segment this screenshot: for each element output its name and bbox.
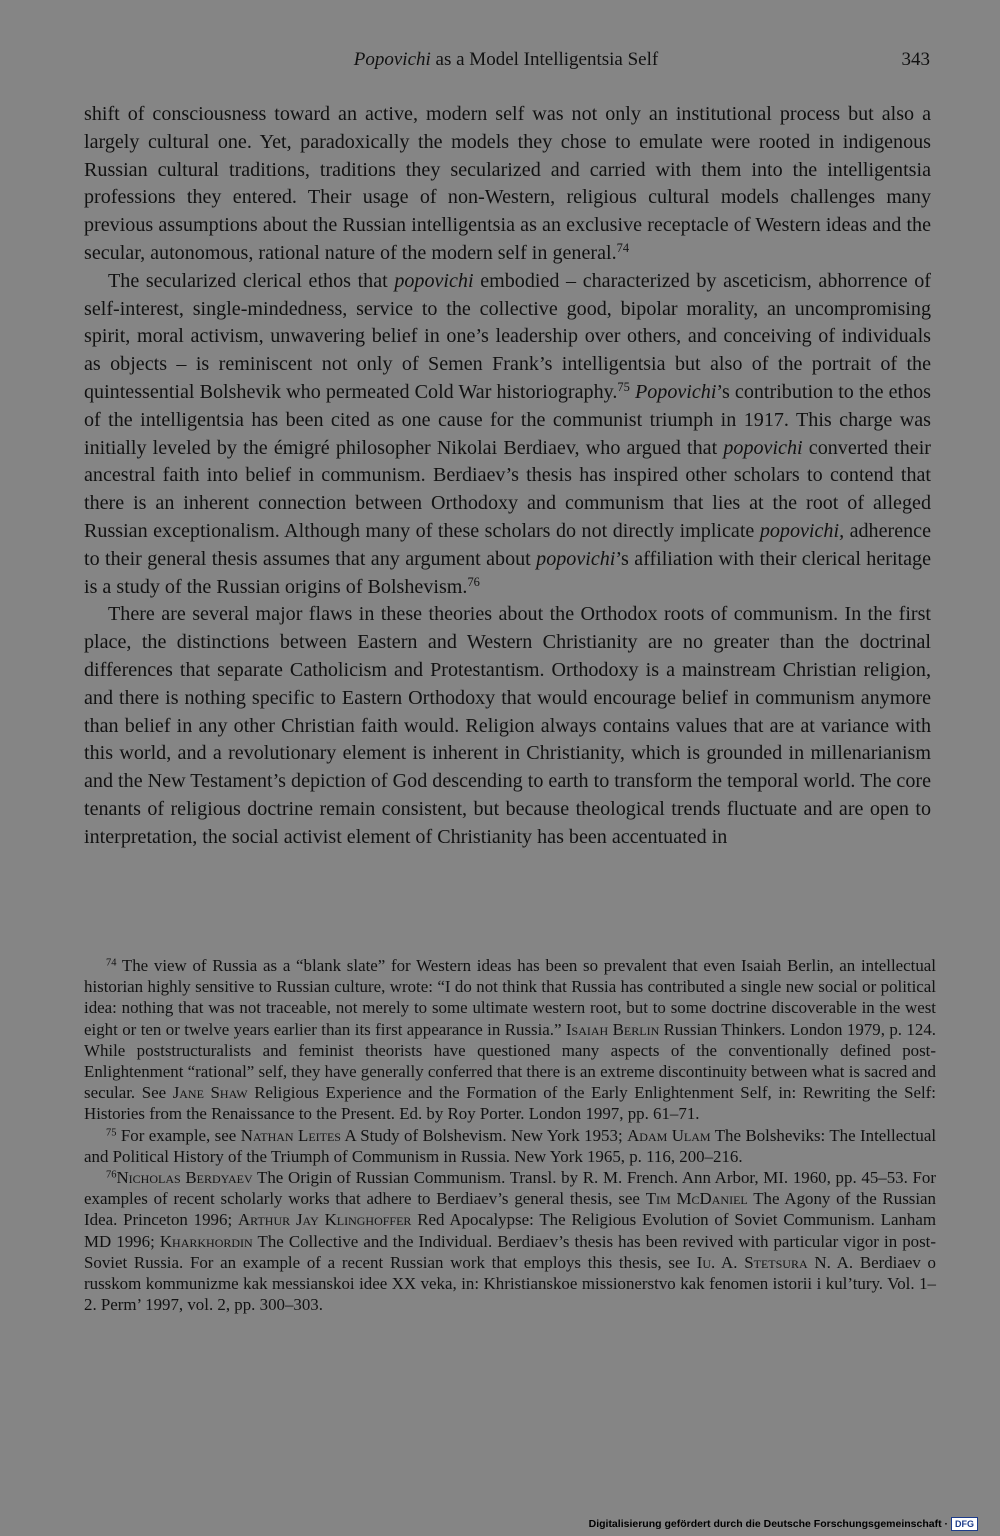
footnote-76-text-l: Berdiaev o russkom kommunizme kak messianskoi idee XX veka, in: Khristianskoe missionerstvo kak fenomen istorii i kul’tury. Vol. 1–2. Perm’ 1997, vol. 2, pp. 300–303.	[84, 1252, 936, 1315]
paragraph-2-text-a: The secularized clerical ethos that	[108, 269, 395, 292]
paragraph-2-text-c: embodied – characterized by asceticism, abhorrence of self-interest, single-mindedness, service to the collective good, bipolar morality, an uncompromising spirit, moral activism, unwavering belief in one’s leadership over others, and conceiving of individuals as objects – is reminiscent not only of Semen Frank’s intelligentsia but also of the portrait of the quintessential Bolshevik who permeated Cold War historiography.	[84, 269, 931, 403]
digitization-credit	[589, 1517, 978, 1531]
footnote-74-author-shaw: Jane Shaw	[172, 1083, 248, 1103]
footnote-75-author-leites: Nathan Leites	[240, 1125, 341, 1145]
footnote-76-author-stetsura: Iu. A. Stetsura	[696, 1252, 808, 1272]
footnote-74-text-e: Religious Experience and the Formation of the Early Enlightenment Self, in: Rewriting the Self: Histories from the Renaissance to the Present. Ed. by Roy Porter. London 1997, pp. 61–71.	[84, 1083, 936, 1124]
footnote-76-author-mcdaniel: Tim McDaniel	[645, 1189, 748, 1209]
paragraph-3: There are several major flaws in these theories about the Orthodox roots of communism. In the first place, the distinctions between Eastern and Western Christianity are no greater than the doctrinal differences that separate Catholicism and Protestantism. Orthodoxy is a mainstream Christian religion, and there is nothing specific to Eastern Orthodoxy that would encourage belief in communism anymore than belief in any other Christian faith would. Religion always contains values that are at variance with this world, and a revolutionary element is inherent in Christianity, which is grounded in millenarianism and the New Testament’s depiction of God descending to earth to transform the temporal world. The core tenants of religious doctrine remain consistent, but because theological trends fluctuate and are open to interpretation, the social activist element of Christianity has been accentuated in	[84, 603, 931, 848]
footnote-ref-75: 75	[617, 380, 630, 395]
page-number: 343	[901, 49, 930, 70]
paragraph-1	[84, 101, 931, 268]
paragraph-2-italic-b: popovichi	[394, 269, 474, 292]
footnote-76-number: 76	[106, 1169, 117, 1181]
footnote-76-author-kharkhordin: Kharkhordin	[159, 1231, 253, 1251]
footnote-76-author-klinghoffer: Arthur Jay Klinghoffer	[237, 1210, 412, 1230]
footnote-75-number: 75	[106, 1126, 117, 1138]
paragraph-1-text: shift of consciousness toward an active, modern self was not only an institutional process but also a largely cultural one. Yet, paradoxically the models they chose to emulate were rooted in indigenous Russian cultural traditions, traditions they secularized and carried with them into the intelligentsia professions they entered. Their usage of non-Western, religious cultural models challenges many previous assumptions about the Russian intelligentsia as an exclusive receptacle of Western ideas and the secular, autonomous, rational nature of the modern self in general.	[84, 103, 931, 264]
running-title-rest: as a Model Intelligentsia Self	[430, 49, 659, 70]
footnote-74-text-c: Russian Thinkers. London 1979, p. 124. While poststructuralists and feminist theorists have questioned many aspects of the conventionally defined post-Enlightenment “rational” self, they have generally conferred that there is an extreme discontinuity between what is sacred and secular. See	[84, 1019, 936, 1103]
paragraph-2-italic-k: popovichi	[536, 547, 616, 570]
running-title-italic: Popovichi	[353, 49, 431, 70]
footnote-75-text-c: A Study of Bolshevism. New York 1953;	[340, 1125, 628, 1145]
footnote-74	[84, 955, 936, 1125]
running-header	[82, 48, 930, 74]
footnote-76-text-f: Red Apocalypse: The Religious Evolution of Soviet Communism. Lanham MD 1996;	[84, 1210, 936, 1251]
footnote-76-text-b: The Origin of Russian Communism. Transl. by R. M. French. Ann Arbor, MI. 1960, pp. 45–53. For examples of recent scholarly works that adhere to Berdiaev’s general thesis, see	[84, 1168, 936, 1209]
footnote-75-text-a: For example, see	[116, 1125, 241, 1145]
footnote-74-text-a: The view of Russia as a “blank slate” for Western ideas has been so prevalent that even Isaiah Berlin, an intellectual historian highly sensitive to Russian culture, wrote: “I do not think that Russia has contributed a single new social or political idea: nothing that was not traceable, not merely to some ultimate western root, but to some doctrine discoverable in the west eight or ten or twelve years earlier than its first appearance in Russia.”	[84, 956, 936, 1039]
footnote-75	[84, 1125, 936, 1167]
paragraph-2-text-l: ’s affiliation with their clerical heritage is a study of the Russian origins of Bolshevism.	[84, 547, 931, 598]
paragraph-2-italic-g: popovichi	[723, 436, 803, 459]
footnote-76-text-h: The Collective and the Individual. Berdiaev’s thesis has been revived with particular vigor in post-Soviet Russia. For an example of a recent Russian work that employs this thesis, see	[84, 1231, 937, 1272]
footnote-75-text-e: The Bolsheviks: The Intellectual and Political History of the Triumph of Communism in Russia. New York 1965, p. 116, 200–216.	[84, 1125, 937, 1166]
footnotes	[84, 955, 936, 1315]
footnote-76-initials: N. A.	[814, 1252, 854, 1272]
footnote-74-author-berlin: Isaiah Berlin	[565, 1019, 660, 1039]
footnote-75-author-ulam: Adam Ulam	[627, 1125, 711, 1145]
paragraph-2-text-h: converted their ancestral faith into belief in communism. Berdiaev’s thesis has inspired other scholars to contend that there is an inherent connection between Orthodoxy and communism that lies at the root of alleged Russian exceptionalism. Although many of these scholars do not directly implicate	[84, 436, 931, 542]
footnote-76-author-berdyaev: Nicholas Berdyaev	[116, 1168, 253, 1188]
paragraph-2-text-f: ’s contribution to the ethos of the intelligentsia has been cited as one cause for the communist triumph in 1917. This charge was initially leveled by the émigré philosopher Nikolai Berdiaev, who argued that	[84, 380, 931, 459]
footnote-74-number: 74	[106, 957, 117, 969]
footnote-76	[84, 1167, 936, 1315]
paragraph-2-text-j: adherence to their general thesis assumes that any argument about	[84, 519, 932, 570]
footnote-ref-74: 74	[616, 241, 630, 256]
dfg-logo: DFG	[951, 1517, 978, 1531]
paragraph-2-italic-i: popovichi,	[759, 519, 845, 542]
main-text	[84, 101, 931, 852]
running-title	[82, 48, 930, 72]
footnote-ref-76: 76	[467, 574, 480, 589]
footnote-76-text-d: The Agony of the Russian Idea. Princeton 1996;	[84, 1189, 936, 1230]
paragraph-2-italic-e: Popovichi	[634, 380, 717, 403]
digitization-credit-text: Digitalisierung gefördert durch die Deutsche Forschungsgemeinschaft ·	[588, 1518, 948, 1530]
paragraph-2	[84, 268, 931, 602]
